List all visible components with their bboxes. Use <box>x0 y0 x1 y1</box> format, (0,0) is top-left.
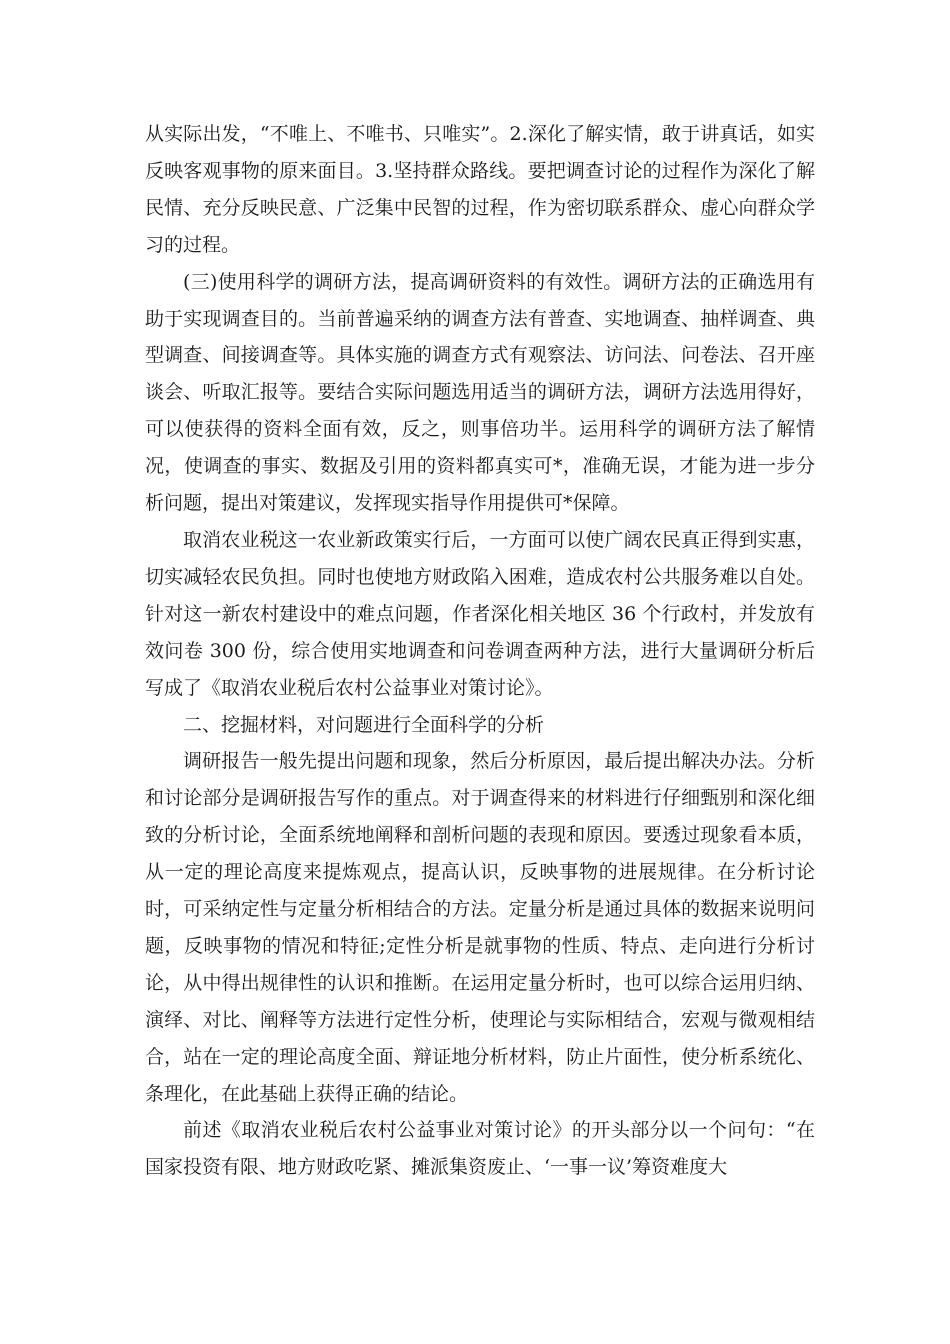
paragraph-4: 调研报告一般先提出问题和现象，然后分析原因，最后提出解决办法。分析和讨论部分是调研报告写作的重点。对于调查得来的材料进行仔细甄别和深化细致的分析讨论，全面系统地阐释和剖析问题的表现和原因。要透过现象看本质，从一定的理论高度来提炼观点，提高认识，反映事物的进展规律。在分析讨论时，可采纳定性与定量分析相结合的方法。定量分析是通过具体的数据来说明问题，反映事物的情况和特征;定性分析是就事物的性质、特点、走向进行分析讨论，从中得出规律性的认识和推断。在运用定量分析时，也可以综合运用归纳、演绎、对比、阐释等方法进行定性分析，使理论与实际相结合，宏观与微观相结合，站在一定的理论高度全面、辩证地分析材料，防止片面性，使分析系统化、条理化，在此基础上获得正确的结论。 <box>145 750 815 1105</box>
paragraph-1: 从实际出发，“不唯上、不唯书、只唯实”。2.深化了解实情，敢于讲真话，如实反映客观事物的原来面目。3.坚持群众路线。要把调查讨论的过程作为深化了解民情、充分反映民意、广泛集中民智的过程，作为密切联系群众、虚心向群众学习的过程。 <box>145 123 815 256</box>
paragraph-5: 前述《取消农业税后农村公益事业对策讨论》的开头部分以一个问句：“在国家投资有限、地方财政吃紧、摊派集资废止、‘一事一议’筹资难度大 <box>145 1119 815 1179</box>
section-heading: 二、挖掘材料，对问题进行全面科学的分析 <box>183 713 545 736</box>
document-body <box>145 116 815 1186</box>
paragraph-2: (三)使用科学的调研方法，提高调研资料的有效性。调研方法的正确选用有助于实现调查目的。当前普遍采纳的调查方法有普查、实地调查、抽样调查、典型调查、间接调查等。具体实施的调查方式有观察法、访问法、问卷法、召开座谈会、听取汇报等。要结合实际问题选用适当的调研方法，调研方法选用得好，可以使获得的资料全面有效，反之，则事倍功半。运用科学的调研方法了解情况，使调查的事实、数据及引用的资料都真实可*，准确无误，才能为进一步分析问题，提出对策建议，发挥现实指导作用提供可*保障。 <box>145 270 815 515</box>
paragraph-3: 取消农业税这一农业新政策实行后，一方面可以使广阔农民真正得到实惠，切实减轻农民负担。同时也使地方财政陷入困难，造成农村公共服务难以自处。针对这一新农村建设中的难点问题，作者深化相关地区 36 个行政村，并发放有效问卷 300 份，综合使用实地调查和问卷调查两种方法，进行大量调研分析后写成了《取消农业税后农村公益事业对策讨论》。 <box>145 528 815 699</box>
